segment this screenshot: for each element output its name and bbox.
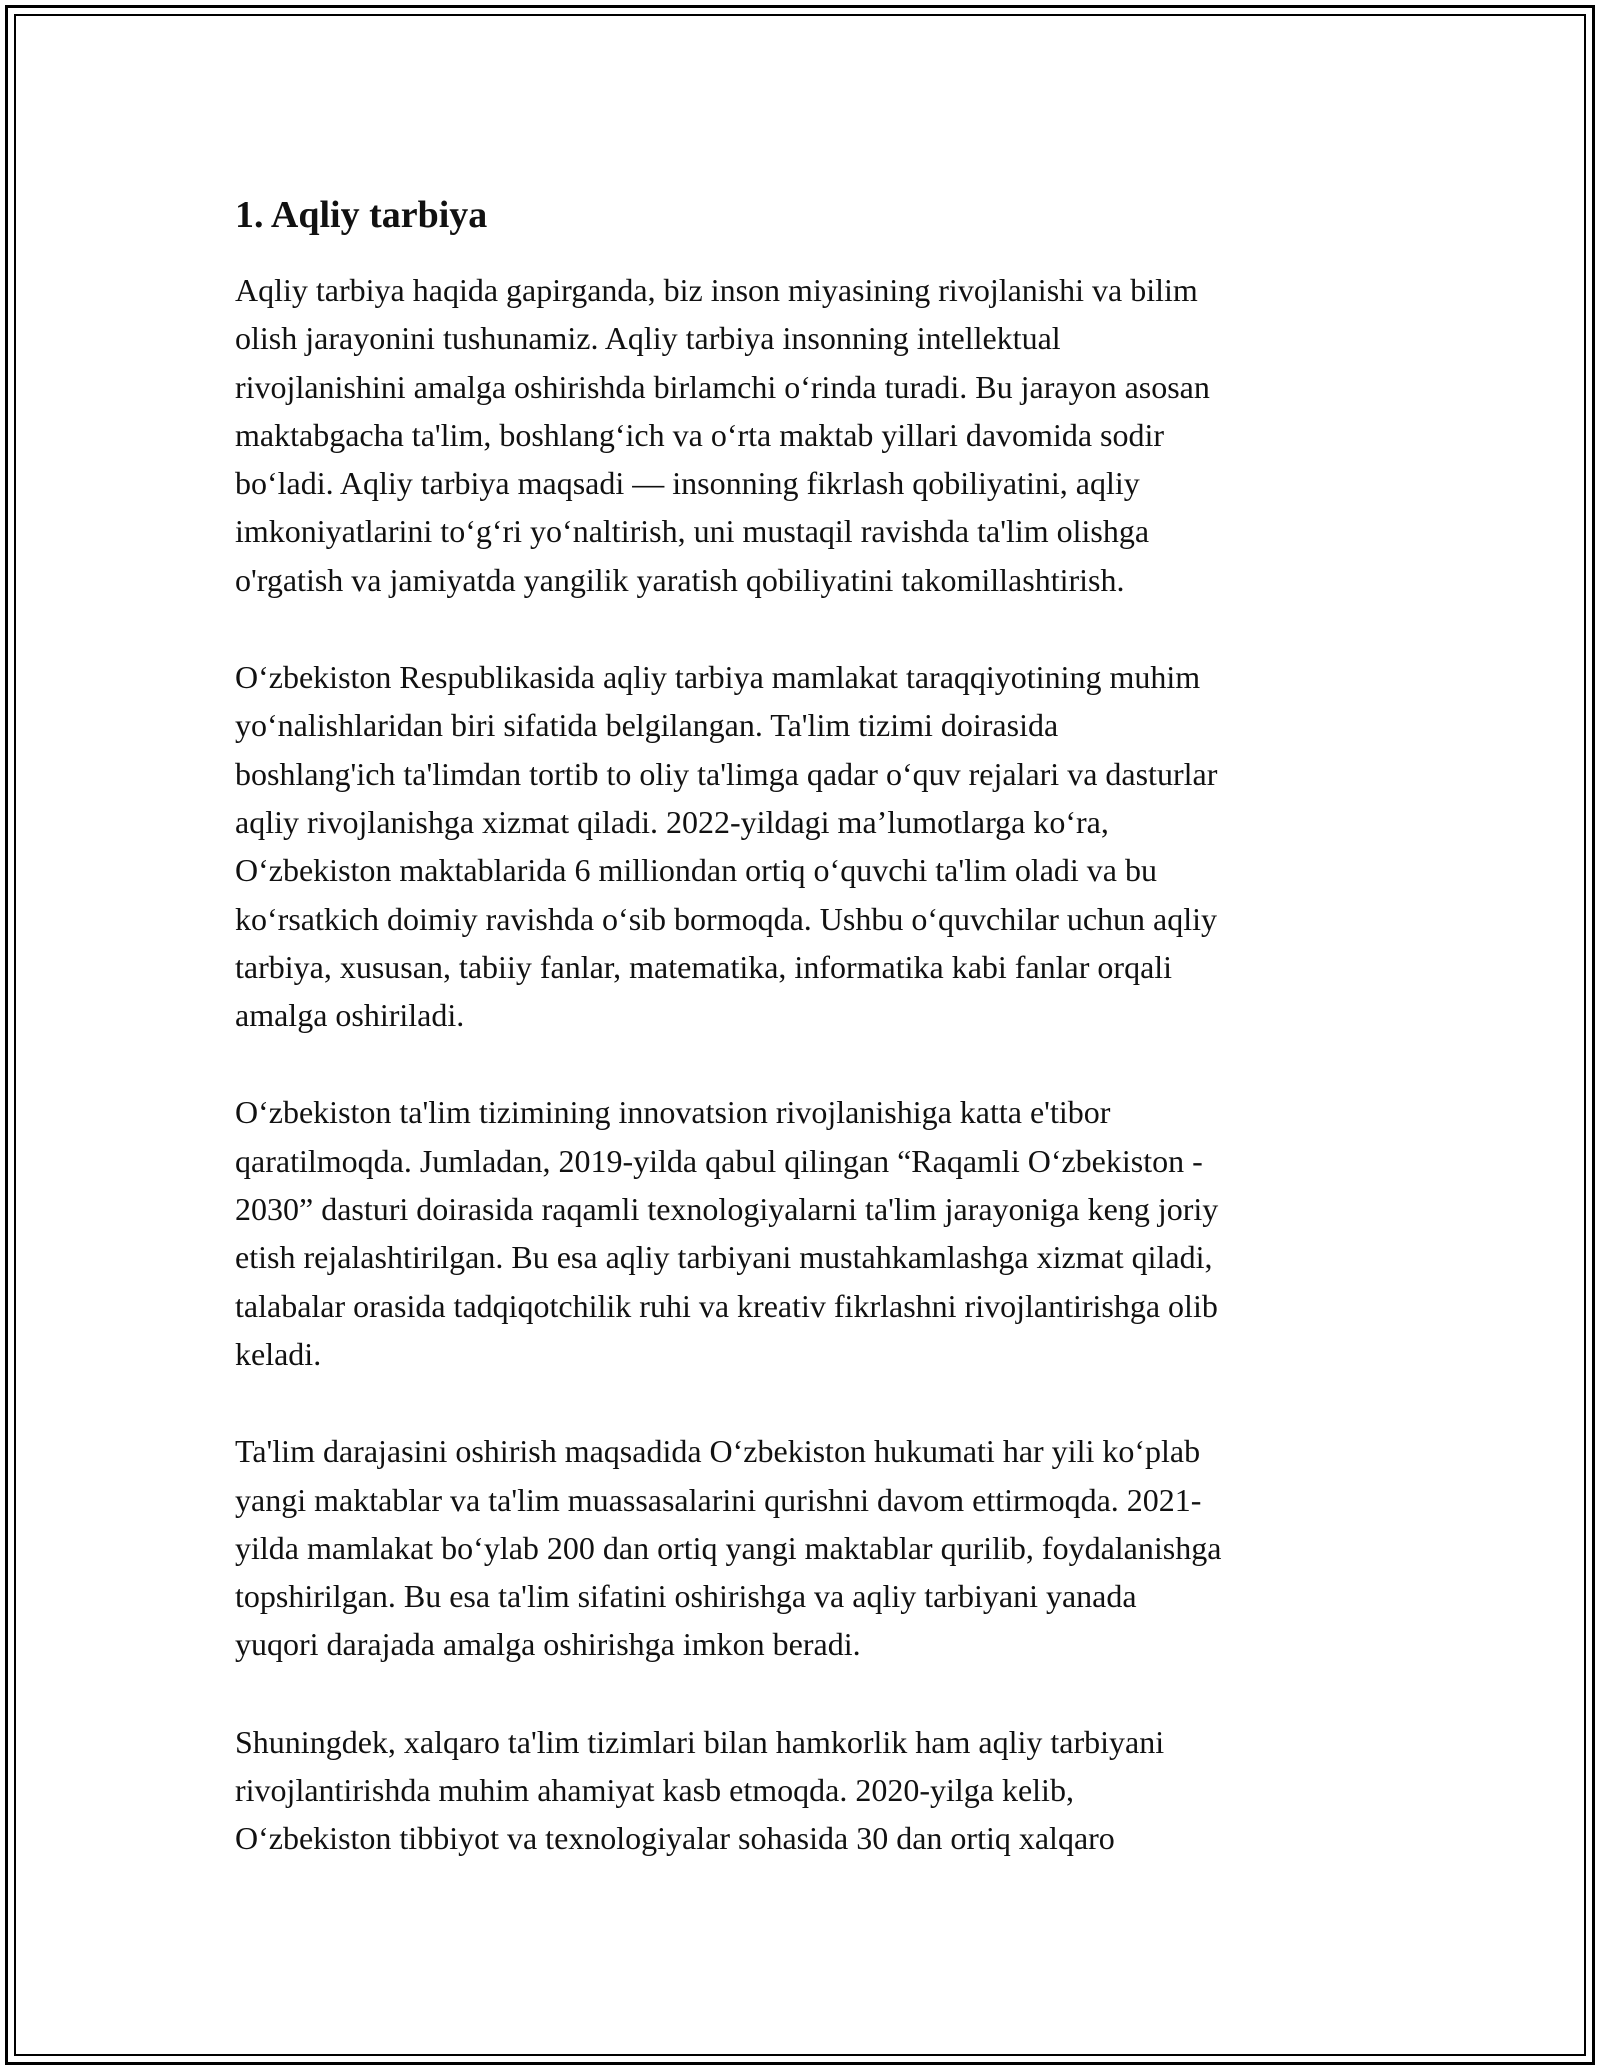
- paragraph-2: Oʻzbekiston Respublikasida aqliy tarbiya mamlakat taraqqiyotining muhim yoʻnalishlaridan biri sifatida belgilangan. Ta'lim tizimi doirasida boshlang'ich ta'limdan tortib to oliy ta'limga qadar oʻquv rejalari va dasturlar aqliy rivojlanishga xizmat qiladi. 2022-yildagi ma’lumotlarga koʻra, Oʻzbekiston maktablarida 6 milliondan ortiq oʻquvchi ta'lim oladi va bu koʻrsatkich doimiy ravishda oʻsib bormoqda. Ushbu oʻquvchilar uchun aqliy tarbiya, xususan, tabiiy fanlar, matematika, informatika kabi fanlar orqali amalga oshiriladi.: [235, 659, 1218, 1034]
- paragraph-4: Ta'lim darajasini oshirish maqsadida Oʻzbekiston hukumati har yili koʻplab yangi maktablar va ta'lim muassasalarini qurishni davom ettirmoqda. 2021- yilda mamlakat boʻylab 200 dan ortiq yangi maktablar qurilib, foydalanishga topshirilgan. Bu esa ta'lim sifatini oshirishga va aqliy tarbiyani yanada yuqori darajada amalga oshirishga imkon beradi.: [235, 1433, 1222, 1663]
- section-heading: 1. Aqliy tarbiya: [235, 194, 488, 236]
- paragraph-1: Aqliy tarbiya haqida gapirganda, biz inson miyasining rivojlanishi va bilim olish jarayonini tushunamiz. Aqliy tarbiya insonning intellektual rivojlanishini amalga oshirishda birlamchi oʻrinda turadi. Bu jarayon asosan maktabgacha ta'lim, boshlangʻich va oʻrta maktab yillari davomida sodir boʻladi. Aqliy tarbiya maqsadi — insonning fikrlash qobiliyatini, aqliy imkoniyatlarini toʻgʻri yoʻnaltirish, uni mustaqil ravishda ta'lim olishga o'rgatish va jamiyatda yangilik yaratish qobiliyatini takomillashtirish.: [235, 272, 1210, 598]
- document-body: [235, 185, 1380, 1912]
- paragraph-5: Shuningdek, xalqaro ta'lim tizimlari bilan hamkorlik ham aqliy tarbiyani rivojlantirishda muhim ahamiyat kasb etmoqda. 2020-yilga kelib, Oʻzbekiston tibbiyot va texnologiyalar sohasida 30 dan ortiq xalqaro: [235, 1723, 1165, 1857]
- paragraph-3: Oʻzbekiston ta'lim tizimining innovatsion rivojlanishiga katta e'tibor qaratilmoqda. Jumladan, 2019-yilda qabul qilingan “Raqamli Oʻzbekiston - 2030” dasturi doirasida raqamli texnologiyalarni ta'lim jarayoniga keng joriy etish rejalashtirilgan. Bu esa aqliy tarbiyani mustahkamlashga xizmat qiladi, talabalar orasida tadqiqotchilik ruhi va kreativ fikrlashni rivojlantirishga olib keladi.: [235, 1094, 1219, 1372]
